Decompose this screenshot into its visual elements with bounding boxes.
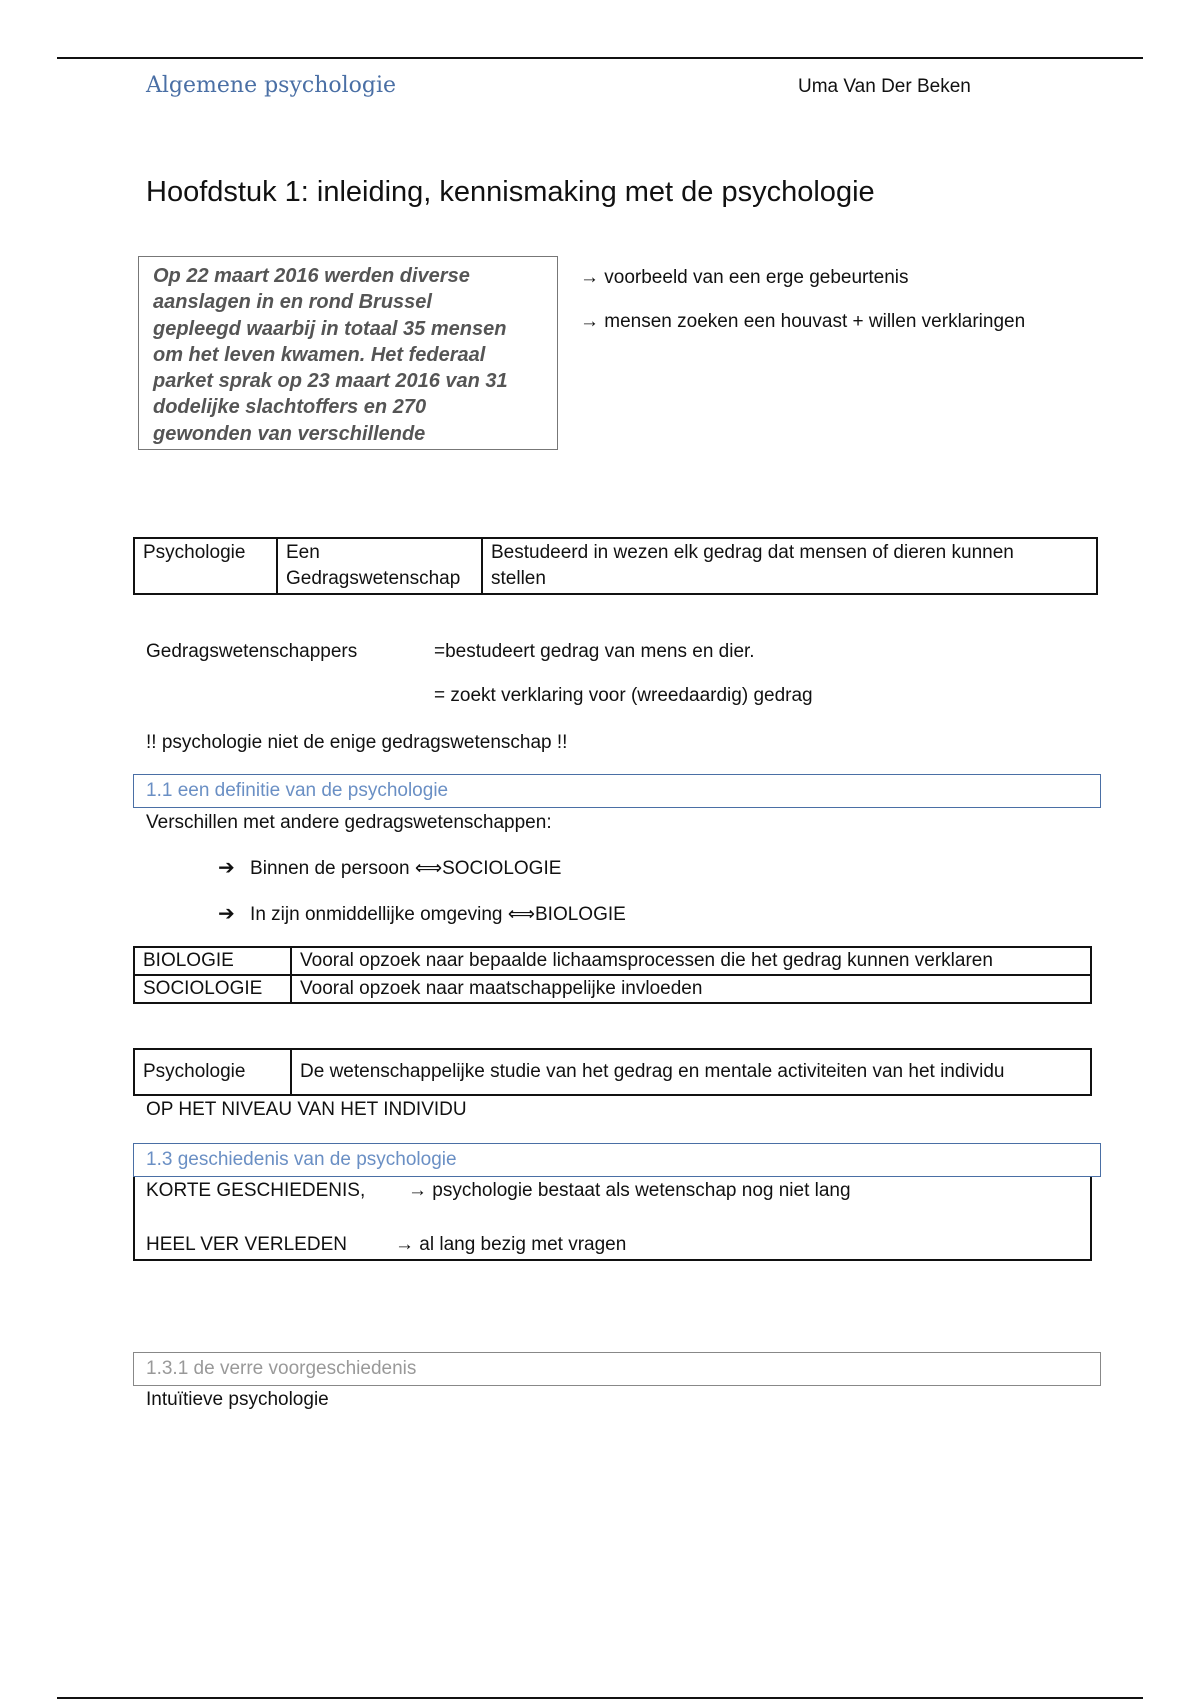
quote-line: dodelijke slachtoffers en 270 (153, 396, 427, 419)
side-note: → voorbeeld van een erge gebeurtenis (580, 267, 909, 288)
table-cell-desc (482, 538, 1097, 594)
history-note: → psychologie bestaat als wetenschap nog niet lang (408, 1180, 851, 1201)
quote-box (138, 256, 558, 450)
gedrag-def: =bestudeert gedrag van mens en dier. (434, 641, 755, 662)
side-note: → mensen zoeken een houvast + willen verklaringen (580, 311, 1026, 332)
section-heading: 1.3.1 de verre voorgeschiedenis (133, 1352, 1101, 1386)
double-arrow-icon: ⟺ (507, 904, 535, 925)
table-cell-term: SOCIOLOGIE (134, 975, 291, 1003)
table-row (134, 975, 1091, 1003)
quote-line: gepleegd waarbij in totaal 35 mensen (153, 317, 507, 340)
chapter-title: Hoofdstuk 1: inleiding, kennismaking met de psychologie (146, 176, 875, 208)
arrow-icon: ➔ (218, 857, 235, 879)
author-name: Uma Van Der Beken (798, 76, 971, 97)
note-enige: !! psychologie niet de enige gedragswetenschap !! (146, 732, 568, 753)
bullet-target: SOCIOLOGIE (442, 858, 562, 879)
bullet-text: Binnen de persoon (250, 858, 410, 879)
double-arrow-icon: ⟺ (414, 858, 443, 879)
table-row (134, 947, 1091, 975)
section-intro: Verschillen met andere gedragswetenschappen: (146, 812, 552, 833)
level-note: OP HET NIVEAU VAN HET INDIVIDU (146, 1099, 467, 1120)
history-label: HEEL VER VERLEDEN (146, 1234, 347, 1255)
bullet-item (218, 902, 626, 927)
section-heading: 1.3 geschiedenis van de psychologie (133, 1143, 1101, 1177)
table-cell-term: Psychologie (134, 1049, 291, 1095)
history-label: KORTE GESCHIEDENIS, (146, 1180, 366, 1201)
table-cell-term: BIOLOGIE (134, 947, 291, 975)
table-cell-category (277, 538, 482, 594)
cell-line: Bestudeerd in wezen elk gedrag dat mensen of dieren kunnen (491, 542, 1014, 563)
quote-line: aanslagen in en rond Brussel (153, 291, 432, 314)
bullet-target: BIOLOGIE (535, 904, 626, 925)
bullet-text: In zijn onmiddellijke omgeving (250, 904, 503, 925)
cell-line: Gedragswetenschap (286, 568, 461, 589)
footer-rule (57, 1697, 1143, 1699)
table-cell-desc: De wetenschappelijke studie van het gedrag en mentale activiteiten van het individu (291, 1049, 1091, 1095)
cell-line: Een (286, 542, 320, 563)
quote-line: om het leven kwamen. Het federaal (153, 343, 486, 366)
table-cell-desc: Vooral opzoek naar maatschappelijke invloeden (291, 975, 1091, 1003)
section-body: Intuïtieve psychologie (146, 1389, 329, 1410)
psychology-table (133, 537, 1098, 595)
cell-line: stellen (491, 568, 546, 589)
header-rule (57, 57, 1143, 59)
quote-line: gewonden van verschillende (153, 422, 426, 445)
bullet-item (218, 856, 561, 881)
arrow-icon: ➔ (218, 903, 235, 925)
definition-table (133, 1048, 1092, 1096)
course-title: Algemene psychologie (146, 73, 397, 98)
gedrag-term: Gedragswetenschappers (146, 641, 358, 662)
gedrag-def: = zoekt verklaring voor (wreedaardig) gedrag (434, 685, 813, 706)
quote-line: parket sprak op 23 maart 2016 van 31 (153, 370, 508, 393)
history-note: → al lang bezig met vragen (395, 1234, 627, 1255)
quote-line: Op 22 maart 2016 werden diverse (153, 265, 470, 287)
section-heading: 1.1 een definitie van de psychologie (133, 774, 1101, 808)
table-cell-desc: Vooral opzoek naar bepaalde lichaamsprocessen die het gedrag kunnen verklaren (291, 947, 1091, 975)
comparison-table (133, 946, 1092, 1004)
table-cell-term: Psychologie (134, 538, 277, 594)
